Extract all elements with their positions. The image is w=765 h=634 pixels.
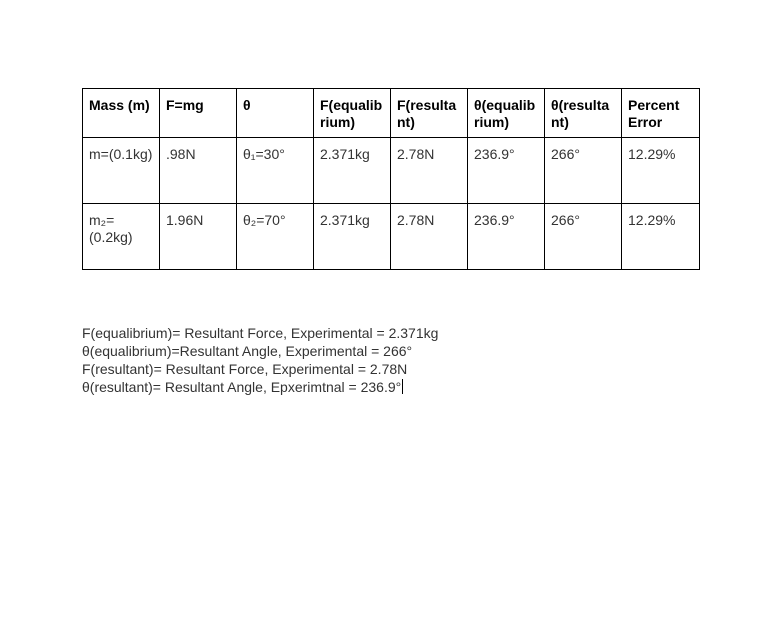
header-cell-theta-resultant[interactable]: θ(resultant) — [545, 89, 622, 138]
header-cell-percent-error[interactable]: Percent Error — [622, 89, 700, 138]
note-line[interactable] — [82, 378, 438, 396]
table-cell[interactable]: .98N — [160, 138, 237, 204]
table-cell[interactable]: 266° — [545, 138, 622, 204]
table-cell[interactable]: 2.78N — [391, 204, 468, 270]
data-table — [82, 88, 700, 270]
header-cell-f-resultant[interactable]: F(resultant) — [391, 89, 468, 138]
table-cell[interactable]: m=(0.1kg) — [83, 138, 160, 204]
table-cell[interactable]: 1.96N — [160, 204, 237, 270]
table-row — [83, 138, 700, 204]
table-cell[interactable]: 266° — [545, 204, 622, 270]
note-text: θ(equalibrium)=Resultant Angle, Experimental = 266° — [82, 343, 413, 359]
table-header-row — [83, 89, 700, 138]
table-cell[interactable]: 236.9° — [468, 138, 545, 204]
note-text: F(resultant)= Resultant Force, Experimental = 2.78N — [82, 361, 408, 377]
table-cell[interactable]: m₂=(0.2kg) — [83, 204, 160, 270]
table-cell[interactable]: 12.29% — [622, 204, 700, 270]
table-cell[interactable]: θ₂=70° — [237, 204, 314, 270]
header-cell-force[interactable]: F=mg — [160, 89, 237, 138]
header-cell-mass[interactable]: Mass (m) — [83, 89, 160, 138]
table-row — [83, 204, 700, 270]
header-cell-theta-equalibrium[interactable]: θ(equalibrium) — [468, 89, 545, 138]
text-cursor — [402, 379, 403, 394]
note-line[interactable] — [82, 342, 438, 360]
table-cell[interactable]: 236.9° — [468, 204, 545, 270]
table-cell[interactable]: 2.371kg — [314, 138, 391, 204]
table-cell[interactable]: 12.29% — [622, 138, 700, 204]
header-cell-f-equalibrium[interactable]: F(equalibrium) — [314, 89, 391, 138]
note-line[interactable] — [82, 360, 438, 378]
table-cell[interactable]: 2.371kg — [314, 204, 391, 270]
note-line[interactable] — [82, 324, 438, 342]
note-text: F(equalibrium)= Resultant Force, Experimental = 2.371kg — [82, 325, 439, 341]
note-text: θ(resultant)= Resultant Angle, Epxerimtnal = 236.9° — [82, 379, 402, 395]
header-cell-theta[interactable]: θ — [237, 89, 314, 138]
notes-block — [82, 324, 438, 396]
table-cell[interactable]: θ₁=30° — [237, 138, 314, 204]
table-cell[interactable]: 2.78N — [391, 138, 468, 204]
